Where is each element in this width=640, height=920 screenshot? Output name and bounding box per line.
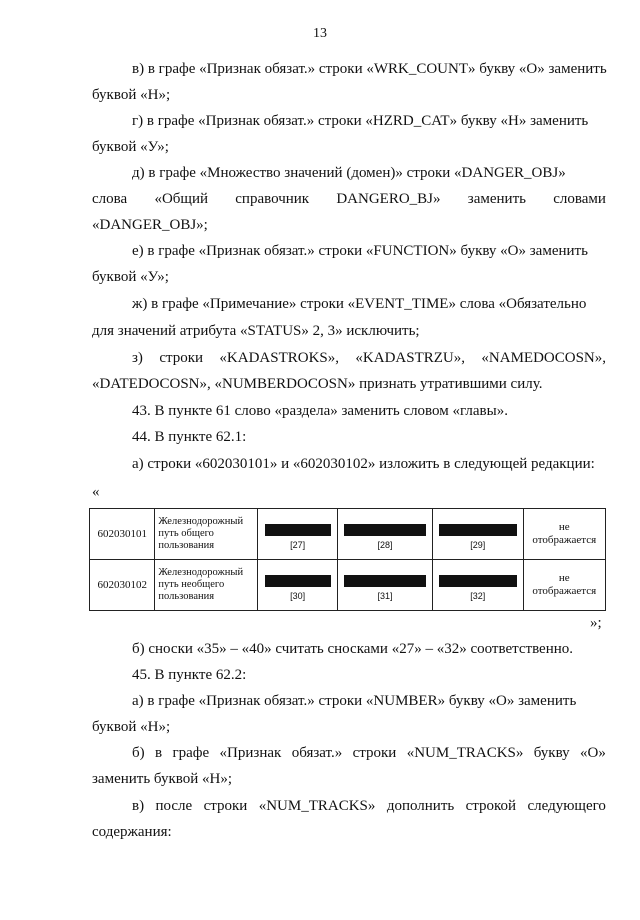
- paragraph-zh-line1: ж) в графе «Примечание» строки «EVENT_TIME» слова «Обязательно: [132, 296, 587, 312]
- redaction-bar: [265, 524, 331, 536]
- redacted-cell: [258, 560, 338, 611]
- paragraph-e-line1: е) в графе «Признак обязат.» строки «FUNCTION» букву «О» заменить: [132, 243, 588, 259]
- word: справочник: [235, 191, 310, 207]
- row-status: не отображается: [523, 509, 605, 560]
- paragraph-45v-line1: [132, 797, 606, 815]
- redacted-cell: [338, 560, 433, 611]
- redaction-bar: [439, 575, 517, 587]
- word: «NUM_TRACKS»: [406, 745, 524, 761]
- word: букву: [533, 745, 570, 761]
- redaction-bar: [265, 575, 331, 587]
- paragraph-v-line1: в) в графе «Признак обязат.» строки «WRK_COUNT» букву «О» заменить: [132, 61, 607, 77]
- word: заменить: [467, 191, 526, 207]
- row-code: 602030101: [90, 509, 155, 560]
- word: в): [132, 798, 145, 814]
- paragraph-zh-line2: для значений атрибута «STATUS» 2, 3» исключить;: [92, 323, 420, 339]
- redaction-table: [89, 508, 606, 611]
- word: «NUM_TRACKS»: [258, 798, 376, 814]
- paragraph-v-line2: буквой «Н»;: [92, 87, 171, 103]
- word: «Общий: [154, 191, 209, 207]
- paragraph-45: 45. В пункте 62.2:: [132, 667, 247, 683]
- word: строки: [352, 745, 397, 761]
- paragraph-z-line2: «DATEDOCOSN», «NUMBERDOCOSN» признать утратившими силу.: [92, 376, 543, 392]
- paragraph-43: 43. В пункте 61 слово «раздела» заменить словом «главы».: [132, 403, 508, 419]
- redacted-cell: [338, 509, 433, 560]
- quote-open: «: [92, 484, 100, 500]
- paragraph-44: 44. В пункте 62.1:: [132, 429, 247, 445]
- footnote-ref: [29]: [470, 540, 486, 550]
- word: «NAMEDOCOSN»,: [481, 350, 606, 366]
- paragraph-45v-line2: содержания:: [92, 824, 172, 840]
- row-name: Железнодорожный путь общего пользования: [155, 509, 258, 560]
- paragraph-b: б) сноски «35» – «40» считать сносками «27» – «32» соответственно.: [132, 641, 574, 657]
- word: обязат.»: [291, 745, 343, 761]
- word: «KADASTRZU»,: [355, 350, 466, 366]
- word: графе: [172, 745, 210, 761]
- word: «Признак: [219, 745, 282, 761]
- word: следующего: [527, 798, 606, 814]
- word: з): [132, 350, 143, 366]
- word: в: [155, 745, 163, 761]
- word: DANGERO_BJ»: [336, 191, 441, 207]
- row-code: 602030102: [90, 560, 155, 611]
- word: строкой: [465, 798, 517, 814]
- quote-close: »;: [590, 615, 602, 631]
- footnote-ref: [28]: [377, 540, 393, 550]
- footnote-ref: [30]: [290, 591, 306, 601]
- word: слова: [92, 191, 128, 207]
- paragraph-z-line1: [132, 349, 606, 367]
- redacted-cell: [258, 509, 338, 560]
- word: словами: [553, 191, 606, 207]
- paragraph-45a-line1: а) в графе «Признак обязат.» строки «NUMBER» букву «О» заменить: [132, 693, 577, 709]
- paragraph-e-line2: буквой «У»;: [92, 269, 169, 285]
- word: строки: [203, 798, 248, 814]
- footnote-ref: [31]: [377, 591, 393, 601]
- paragraph-45b-line2: заменить буквой «Н»;: [92, 771, 233, 787]
- redaction-bar: [344, 575, 426, 587]
- redaction-bar: [344, 524, 426, 536]
- table-row: [90, 560, 606, 611]
- word: после: [155, 798, 193, 814]
- paragraph-45b-line1: [132, 744, 606, 762]
- word: дополнить: [386, 798, 455, 814]
- redaction-bar: [439, 524, 517, 536]
- word: «О»: [580, 745, 606, 761]
- word: «KADASTROKS»,: [219, 350, 340, 366]
- paragraph-g-line2: буквой «У»;: [92, 139, 169, 155]
- page-number: 13: [313, 26, 327, 41]
- paragraph-45a-line2: буквой «Н»;: [92, 719, 171, 735]
- redacted-cell: [432, 560, 523, 611]
- word: б): [132, 745, 145, 761]
- footnote-ref: [32]: [470, 591, 486, 601]
- table-row: [90, 509, 606, 560]
- redacted-cell: [432, 509, 523, 560]
- paragraph-d-line3: «DANGER_OBJ»;: [92, 217, 208, 233]
- row-status: не отображается: [523, 560, 605, 611]
- word: строки: [159, 350, 204, 366]
- paragraph-44a: а) строки «602030101» и «602030102» изложить в следующей редакции:: [132, 456, 595, 472]
- footnote-ref: [27]: [290, 540, 306, 550]
- paragraph-d-line2: [92, 190, 606, 208]
- row-name: Железнодорожный путь необщего пользования: [155, 560, 258, 611]
- paragraph-d-line1: д) в графе «Множество значений (домен)» строки «DANGER_OBJ»: [132, 165, 566, 181]
- paragraph-g-line1: г) в графе «Признак обязат.» строки «HZRD_CAT» букву «Н» заменить: [132, 113, 589, 129]
